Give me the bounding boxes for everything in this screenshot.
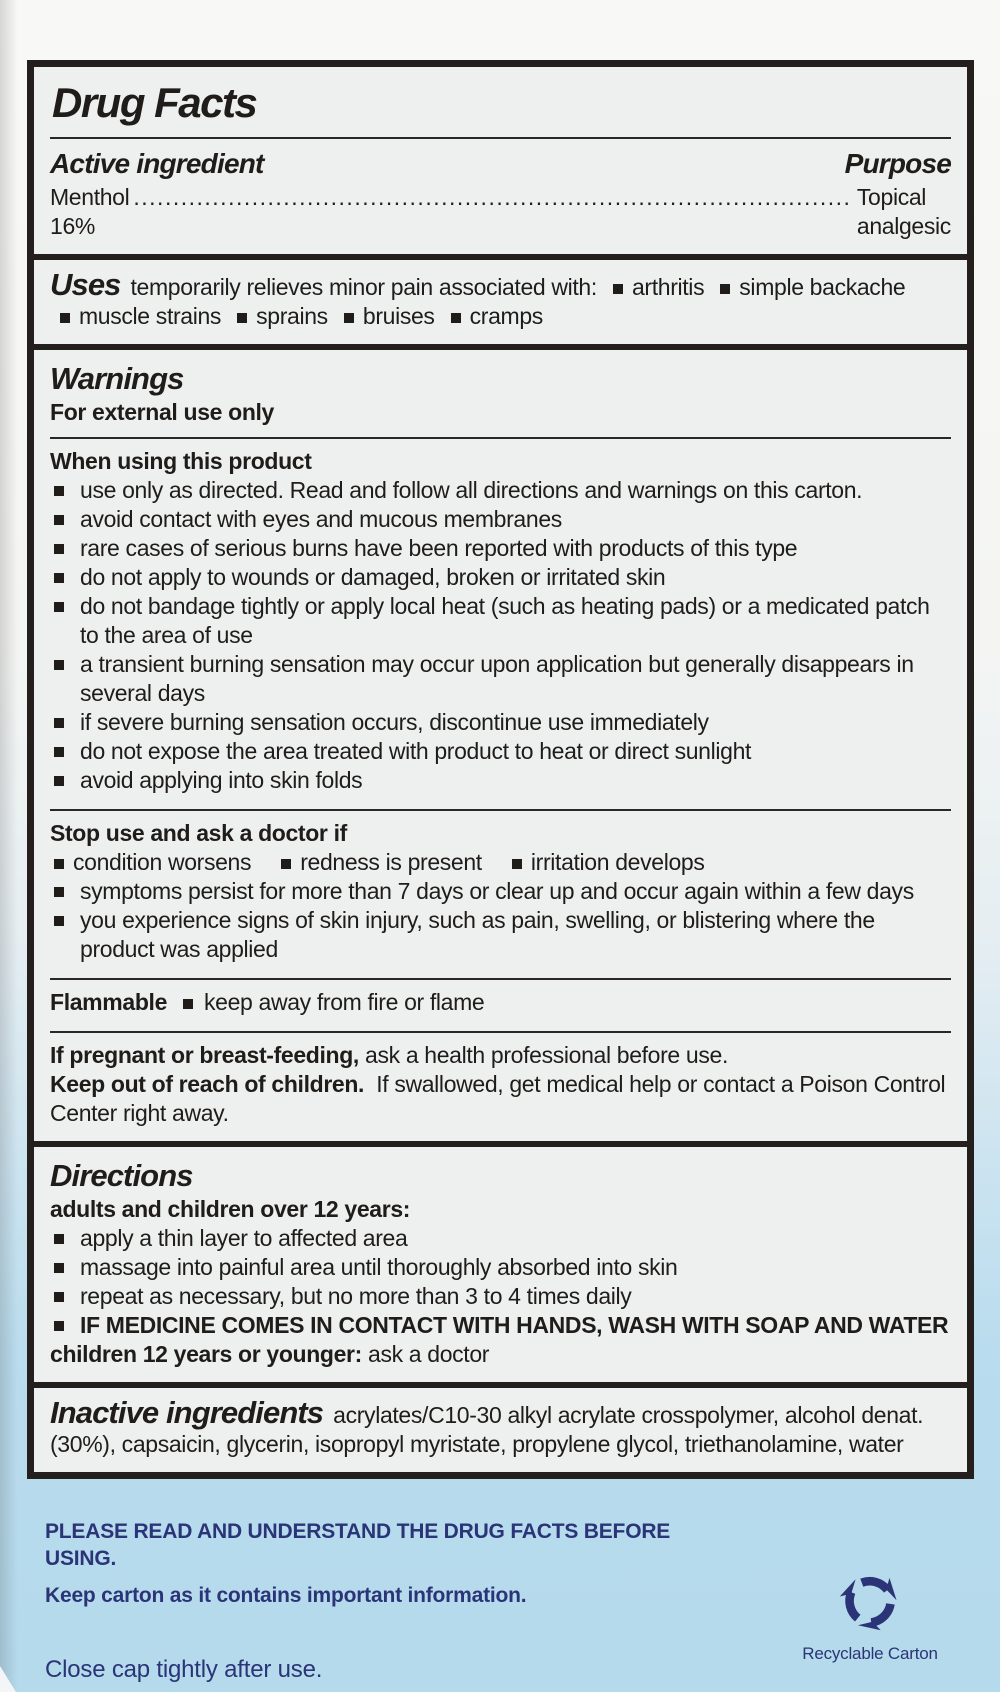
square-bullet-icon [512, 859, 522, 869]
inactive-heading: Inactive ingredients [50, 1395, 324, 1430]
flammable-text: keep away from fire or flame [204, 989, 485, 1015]
dot-leader [133, 183, 853, 212]
pregnant-note: If pregnant or breast-feeding, ask a health professional before use. [50, 1042, 728, 1068]
square-bullet-icon [54, 776, 64, 786]
active-ingredient-row [50, 183, 951, 241]
square-bullet-icon [54, 544, 64, 554]
children-note: Keep out of reach of children. If swallowed, get medical help or contact a Poison Control Center right away. [50, 1071, 946, 1126]
adults-heading: adults and children over 12 years: [50, 1196, 411, 1222]
inactive-text: acrylates/C10-30 alkyl acrylate crosspolymer, alcohol denat. (30%), capsaicin, glycerin, isopropyl myristate, propylene glycol, triethanolamine, water [50, 1402, 924, 1457]
square-bullet-icon [54, 718, 64, 728]
square-bullet-icon [54, 1292, 64, 1302]
uses-paragraph [50, 267, 951, 331]
recycle-icon [834, 1562, 906, 1634]
section-uses [34, 260, 967, 344]
divider-thin [50, 1031, 951, 1033]
warning-bullet: use only as directed. Read and follow all directions and warnings on this carton. [50, 476, 951, 505]
stop-use-inline-row [50, 848, 951, 877]
stop-use-bullet: symptoms persist for more than 7 days or clear up and occur again within a few days [50, 877, 951, 906]
carton-footer [45, 1518, 745, 1685]
square-bullet-icon [54, 602, 64, 612]
section-warnings [34, 350, 967, 1141]
warning-bullet: rare cases of serious burns have been reported with products of this type [50, 534, 951, 563]
warning-bullet: do not expose the area treated with product to heat or direct sunlight [50, 737, 951, 766]
square-bullet-icon [60, 313, 70, 323]
square-bullet-icon [54, 515, 64, 525]
warning-bullet: avoid contact with eyes and mucous membranes [50, 505, 951, 534]
read-notice: PLEASE READ AND UNDERSTAND THE DRUG FACTS BEFORE USING. [45, 1520, 671, 1570]
square-bullet-icon [54, 486, 64, 496]
warning-bullet: if severe burning sensation occurs, discontinue use immediately [50, 708, 951, 737]
divider-thin [50, 978, 951, 980]
square-bullet-icon [720, 284, 730, 294]
square-bullet-icon [344, 313, 354, 323]
warning-bullet: do not bandage tightly or apply local heat (such as heating pads) or a medicated patch to the area of use [50, 592, 951, 650]
flammable-heading: Flammable [50, 989, 168, 1015]
direction-bullet: repeat as necessary, but no more than 3 to 4 times daily [50, 1282, 951, 1311]
square-bullet-icon [237, 313, 247, 323]
square-bullet-icon [54, 1263, 64, 1273]
when-using-heading: When using this product [50, 448, 312, 474]
flammable-row [50, 988, 951, 1017]
directions-heading: Directions [50, 1158, 193, 1193]
uses-intro: temporarily relieves minor pain associated with: [130, 274, 597, 300]
direction-bullet-emphasis: IF MEDICINE COMES IN CONTACT WITH HANDS, WASH WITH SOAP AND WATER [50, 1311, 951, 1340]
direction-bullet: massage into painful area until thoroughly absorbed into skin [50, 1253, 951, 1282]
uses-item: simple backache [710, 274, 905, 300]
section-directions [34, 1147, 967, 1382]
square-bullet-icon [613, 284, 623, 294]
divider-thin [50, 809, 951, 811]
warning-bullet: avoid applying into skin folds [50, 766, 951, 795]
stop-use-heading: Stop use and ask a doctor if [50, 820, 347, 846]
recyclable-carton-mark [790, 1562, 950, 1664]
square-bullet-icon [451, 313, 461, 323]
drug-facts-title: Drug Facts [52, 79, 257, 126]
section-header [34, 67, 967, 254]
stop-use-item: irritation develops [502, 849, 705, 875]
square-bullet-icon [281, 859, 291, 869]
uses-item: cramps [441, 303, 543, 329]
stop-use-item: redness is present [271, 849, 482, 875]
square-bullet-icon [54, 1321, 64, 1331]
keep-carton-note: Keep carton as it contains important information. [45, 1584, 527, 1607]
purpose-heading: Purpose [844, 148, 951, 179]
stop-use-item: condition worsens [54, 849, 251, 875]
stop-use-bullet: you experience signs of skin injury, such as pain, swelling, or blistering where the product was applied [50, 906, 951, 964]
drug-facts-panel [27, 60, 974, 1479]
page-edge-shadow [0, 0, 22, 1692]
square-bullet-icon [183, 999, 193, 1009]
uses-item: arthritis [603, 274, 704, 300]
inactive-paragraph [50, 1395, 951, 1459]
square-bullet-icon [54, 573, 64, 583]
section-inactive [34, 1388, 967, 1472]
ingredient-name: Menthol 16% [50, 184, 130, 239]
square-bullet-icon [54, 887, 64, 897]
warnings-heading: Warnings [50, 361, 184, 396]
close-cap-note: Close cap tightly after use. [45, 1656, 323, 1683]
uses-heading: Uses [50, 267, 121, 302]
active-ingredient-heading: Active ingredient [50, 148, 264, 179]
external-use-note: For external use only [50, 399, 274, 425]
warning-bullet: a transient burning sensation may occur upon application but generally disappears in several days [50, 650, 951, 708]
divider-thin [50, 137, 951, 139]
page-corner [0, 1666, 16, 1692]
square-bullet-icon [54, 859, 64, 869]
square-bullet-icon [54, 916, 64, 926]
direction-bullet: apply a thin layer to affected area [50, 1224, 951, 1253]
uses-item: bruises [334, 303, 435, 329]
uses-item: muscle strains [50, 303, 221, 329]
warning-bullet: do not apply to wounds or damaged, broken or irritated skin [50, 563, 951, 592]
uses-item: sprains [227, 303, 328, 329]
divider-thin [50, 437, 951, 439]
square-bullet-icon [54, 1234, 64, 1244]
square-bullet-icon [54, 660, 64, 670]
children-direction: children 12 years or younger: ask a doctor [50, 1341, 490, 1367]
square-bullet-icon [54, 747, 64, 757]
ingredient-purpose: Topical analgesic [856, 184, 951, 239]
recyclable-carton-label: Recyclable Carton [802, 1644, 938, 1663]
